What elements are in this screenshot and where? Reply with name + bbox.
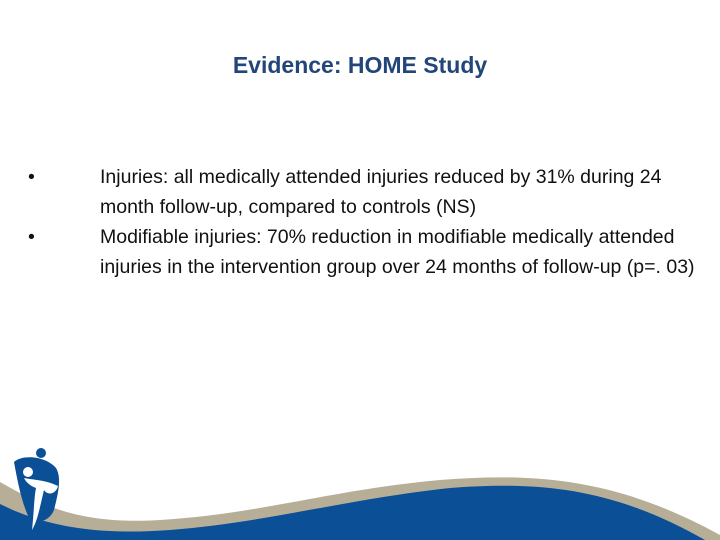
bullet-text: Injuries: all medically attended injuries reduced by 31% during 24 month follow-up, compared to controls (NS) [100,166,662,218]
bullet-text: Modifiable injuries: 70% reduction in modifiable medically attended injuries in the intervention group over 24 months of follow-up (p=. 03) [100,226,695,278]
bullet-item [28,162,700,222]
slide-title: Evidence: HOME Study [232,52,488,78]
bullet-glyph: • [28,166,35,188]
bullet-item [28,222,700,282]
bullet-glyph: • [28,226,35,248]
bullet-list [28,162,700,282]
decorative-wave [0,420,720,540]
